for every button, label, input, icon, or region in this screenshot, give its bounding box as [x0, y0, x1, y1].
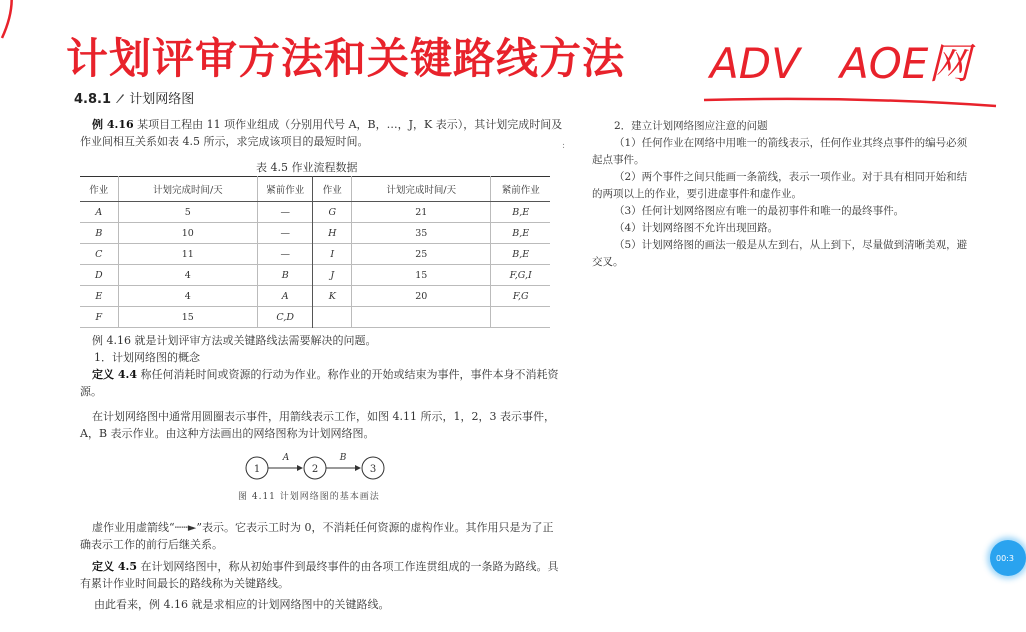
table-row — [80, 265, 550, 286]
table-cell: 4 — [118, 265, 257, 286]
table-row — [80, 202, 550, 223]
handwritten-annotation — [700, 20, 1000, 110]
table-cell: 4 — [118, 286, 257, 307]
paragraph-network — [80, 408, 564, 442]
node-label: 2 — [311, 464, 319, 475]
flow-data-table — [80, 176, 550, 328]
table-cell: 20 — [352, 286, 491, 307]
handwritten-aoe: AOE网 — [840, 39, 971, 88]
table-cell — [491, 307, 550, 328]
definition-4-5 — [80, 558, 564, 592]
pen-icon — [115, 92, 125, 104]
col-header: 作业 — [80, 177, 118, 202]
edge-label: A — [282, 453, 290, 463]
section-label: 计划网络图 — [129, 92, 195, 107]
table-cell: 10 — [118, 223, 257, 244]
table-cell: D — [80, 265, 118, 286]
example-label: 例 4.16 — [92, 118, 134, 131]
table-cell: J — [313, 265, 352, 286]
paragraph-text: 例 4.16 就是计划评审方法或关键路线法需要解决的问题。 — [92, 334, 377, 347]
table-cell: G — [313, 202, 352, 223]
network-figure — [240, 450, 390, 484]
table-cell: B,E — [491, 202, 550, 223]
table-row — [80, 286, 550, 307]
table-caption: 表 4.5 作业流程数据 — [256, 161, 358, 174]
table-cell: 15 — [118, 307, 257, 328]
table-cell — [352, 307, 491, 328]
table-cell: 5 — [118, 202, 257, 223]
table-cell: I — [313, 244, 352, 265]
list-item: （2）两个事件之间只能画一条箭线，表示一项作业。对于具有相同开始和结 — [614, 171, 968, 183]
table-cell: 15 — [352, 265, 491, 286]
table-cell: K — [313, 286, 352, 307]
table-header-row — [80, 177, 550, 202]
table-cell: B — [257, 265, 313, 286]
table-cell: B,E — [491, 244, 550, 265]
definition-label: 定义 4.4 — [92, 368, 137, 381]
table-cell: F,G,I — [491, 265, 550, 286]
definition-label: 定义 4.5 — [92, 560, 137, 573]
table-cell: C — [80, 244, 118, 265]
node-label: 3 — [369, 464, 377, 475]
list-item-cont: 起点事件。 — [592, 154, 645, 166]
red-pen-stroke — [0, 0, 30, 40]
table-cell: E — [80, 286, 118, 307]
section-heading — [74, 88, 194, 107]
example-text: 某项目工程由 11 项作业组成（分别用代号 A，B，…，J，K 表示），其计划完成时间及作业间相互关系如表 4.5 所示，求完成该项目的最短时间。 — [80, 118, 563, 148]
right-column — [592, 118, 1012, 271]
table-cell: — — [257, 223, 313, 244]
definition-4-4 — [80, 366, 564, 400]
section-number: 4.8.1 — [74, 92, 112, 107]
margin-mark: : — [562, 141, 566, 151]
list-item: （4）计划网络图不允许出现回路。 — [614, 222, 779, 234]
col-header: 计划完成时间/天 — [118, 177, 257, 202]
list-item-cont: 交叉。 — [592, 256, 624, 268]
table-cell: A — [257, 286, 313, 307]
table-cell: B — [80, 223, 118, 244]
subheading-concept: 1．计划网络图的概念 — [94, 351, 200, 364]
table-cell — [313, 307, 352, 328]
page-title: 计划评审方法和关键路线方法 — [66, 34, 626, 83]
list-item: （1）任何作业在网络中用唯一的箭线表示，任何作业其终点事件的编号必须 — [614, 137, 968, 149]
paragraph-dummy — [80, 519, 564, 553]
table-row — [80, 307, 550, 328]
node-label: 1 — [253, 464, 261, 475]
table-cell: C,D — [257, 307, 313, 328]
paragraph-text: 在计划网络图中通常用圆圈表示事件，用箭线表示工作，如图 4.11 所示，1，2，3 表示事件，A，B 表示作业。由这种方法画出的网络图称为计划网络图。 — [80, 410, 555, 440]
right-heading: 2．建立计划网络图应注意的问题 — [614, 120, 768, 132]
edge-label: B — [339, 453, 347, 463]
table-cell: — — [257, 244, 313, 265]
table-cell: 21 — [352, 202, 491, 223]
definition-text: 在计划网络图中，称从初始事件到最终事件的由各项工作连贯组成的一条路为路线。具有累计作业时间最长的路线称为关键路线。 — [80, 560, 559, 590]
handwritten-adv: ADV — [710, 39, 800, 88]
table-cell: 35 — [352, 223, 491, 244]
paragraph-text: 虚作业用虚箭线“┄┄►”表示。它表示工时为 0，不消耗任何资源的虚构作业。其作用只是为了正确表示工作的前行后继关系。 — [80, 521, 554, 551]
list-item-cont: 的两项以上的作业，要引进虚事件和虚作业。 — [592, 188, 802, 200]
col-header: 紧前作业 — [491, 177, 550, 202]
table-cell: F — [80, 307, 118, 328]
table-row — [80, 244, 550, 265]
list-item: （5）计划网络图的画法一般是从左到右，从上到下，尽量做到清晰美观，避 — [614, 239, 968, 251]
table-cell: 25 — [352, 244, 491, 265]
paragraph-conclusion: 由此看来，例 4.16 就是求相应的计划网络图中的关键路线。 — [94, 598, 390, 611]
col-header: 计划完成时间/天 — [352, 177, 491, 202]
list-item: （3）任何计划网络图应有唯一的最初事件和唯一的最终事件。 — [614, 205, 905, 217]
table-cell: — — [257, 202, 313, 223]
table-cell: B,E — [491, 223, 550, 244]
col-header: 作业 — [313, 177, 352, 202]
col-header: 紧前作业 — [257, 177, 313, 202]
example-paragraph — [80, 116, 564, 150]
table-row — [80, 223, 550, 244]
paragraph-problem — [80, 332, 564, 349]
figure-caption: 图 4.11 计划网络图的基本画法 — [238, 492, 380, 502]
video-timer-badge[interactable]: 00:3 — [990, 540, 1026, 576]
table-cell: F,G — [491, 286, 550, 307]
table-cell: 11 — [118, 244, 257, 265]
handwritten-underline — [704, 99, 996, 106]
table-cell: A — [80, 202, 118, 223]
definition-text: 称任何消耗时间或资源的行动为作业。称作业的开始或结束为事件，事件本身不消耗资源。 — [80, 368, 559, 398]
table-cell: H — [313, 223, 352, 244]
